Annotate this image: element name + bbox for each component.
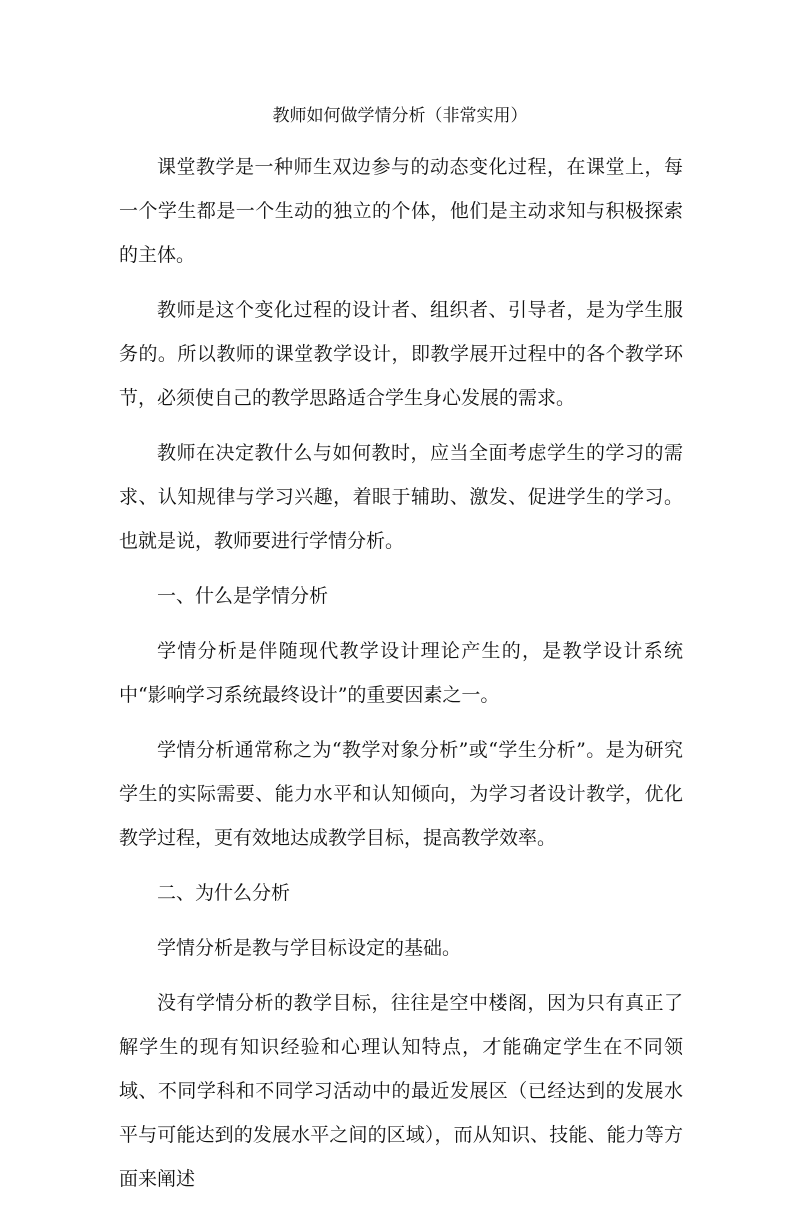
paragraph-what-to-teach: 教师在决定教什么与如何教时，应当全面考虑学生的学习的需求、认知规律与学习兴趣，着眼于辅助、激发、促进学生的学习。也就是说，教师要进行学情分析。 (119, 442, 683, 552)
section-heading-1: 一、什么是学情分析 (157, 585, 329, 607)
paragraph-teacher-role: 教师是这个变化过程的设计者、组织者、引导者，是为学生服务的。所以教师的课堂教学设计，即教学展开过程中的各个教学环节，必须使自己的教学思路适合学生身心发展的需求。 (119, 299, 683, 409)
paragraph-intro: 课堂教学是一种师生双边参与的动态变化过程，在课堂上，每一个学生都是一个生动的独立的个体，他们是主动求知与积极探索的主体。 (119, 156, 683, 266)
paragraph-basis: 学情分析是教与学目标设定的基础。 (157, 937, 462, 959)
document-body (119, 145, 683, 1212)
paragraph-also-called: 学情分析通常称之为“教学对象分析”或“学生分析”。是为研究学生的实际需要、能力水平和认知倾向，为学习者设计教学，优化教学过程，更有效地达成教学目标，提高教学效率。 (119, 739, 683, 849)
paragraph-definition: 学情分析是伴随现代教学设计理论产生的，是教学设计系统中“影响学习系统最终设计”的重要因素之一。 (119, 640, 683, 706)
section-heading-2: 二、为什么分析 (157, 882, 291, 904)
document-title: 教师如何做学情分析（非常实用） (272, 106, 528, 126)
paragraph-without-analysis: 没有学情分析的教学目标，往往是空中楼阁，因为只有真正了解学生的现有知识经验和心理认知特点，才能确定学生在不同领域、不同学科和不同学习活动中的最近发展区（已经达到的发展水平与可能达到的发展水平之间的区域），而从知识、技能、能力等方面来阐述 (119, 992, 683, 1190)
